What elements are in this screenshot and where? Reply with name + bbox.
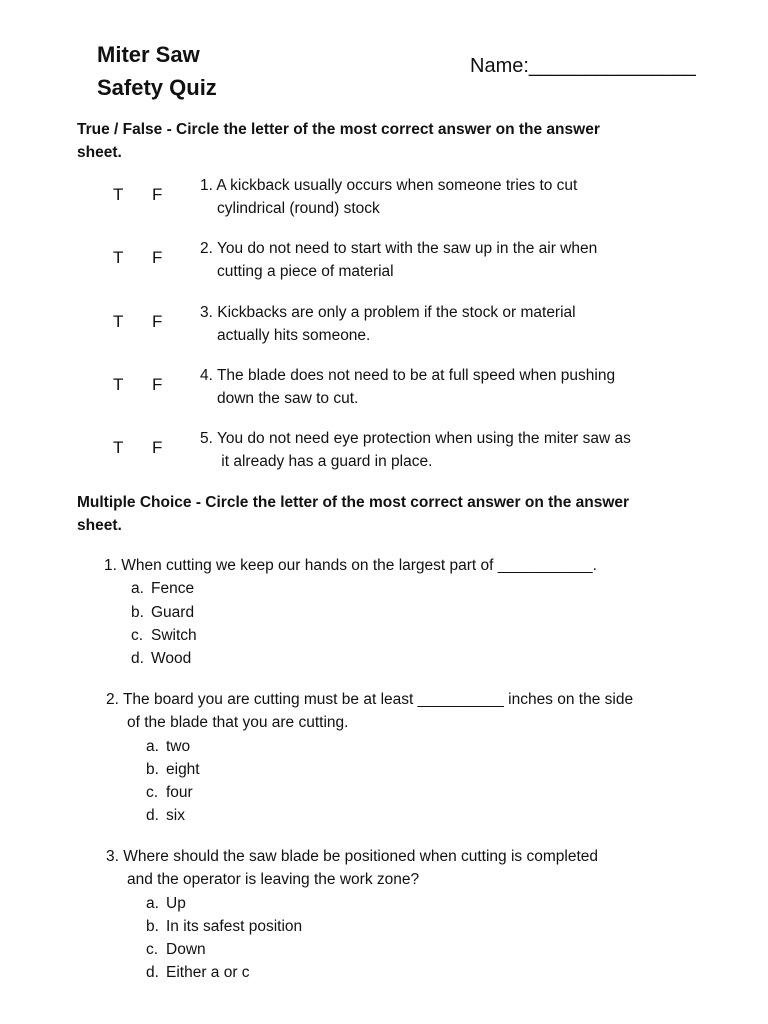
quiz-title xyxy=(97,38,217,104)
option-letter: d. xyxy=(146,807,159,825)
option-letter: d. xyxy=(146,964,159,982)
mc-option[interactable] xyxy=(146,758,768,781)
true-false-heading-line2: sheet. xyxy=(77,144,122,161)
mc-option[interactable] xyxy=(146,961,768,984)
name-field[interactable]: Name:_______________ xyxy=(470,55,696,77)
option-text: four xyxy=(166,784,193,802)
tf-question-row xyxy=(0,174,768,222)
mc-question-line1: 1. When cutting we keep our hands on the largest part of ___________. xyxy=(104,557,597,574)
true-option[interactable]: T xyxy=(113,312,124,331)
tf-question-line2: it already has a guard in place. xyxy=(217,453,433,470)
mc-question-line1: 3. Where should the saw blade be positioned when cutting is completed xyxy=(106,848,598,865)
tf-question-line2: actually hits someone. xyxy=(217,327,371,344)
tf-question-line1: 5. You do not need eye protection when using the miter saw as xyxy=(200,430,631,447)
mc-option[interactable] xyxy=(146,915,768,938)
option-text: Down xyxy=(166,941,206,959)
mc-option[interactable] xyxy=(131,624,768,647)
mc-options-list xyxy=(131,577,768,670)
mc-question xyxy=(104,554,704,577)
tf-question-row xyxy=(0,427,768,475)
mc-question-block xyxy=(0,845,768,985)
quiz-title-line2: Safety Quiz xyxy=(97,75,217,100)
option-text: Fence xyxy=(151,580,195,598)
option-letter: b. xyxy=(131,603,144,621)
option-letter: a. xyxy=(146,894,159,912)
multiple-choice-heading xyxy=(77,491,677,537)
tf-question-line1: 4. The blade does not need to be at full speed when pushing xyxy=(200,367,616,384)
mc-option[interactable] xyxy=(131,647,768,670)
false-option[interactable]: F xyxy=(152,248,163,267)
true-option[interactable]: T xyxy=(113,438,124,457)
tf-question-line1: 1. A kickback usually occurs when someone tries to cut xyxy=(200,177,578,194)
option-text: six xyxy=(166,807,185,825)
option-text: eight xyxy=(166,760,200,778)
tf-question-text xyxy=(200,364,700,410)
mc-question-block xyxy=(0,554,768,670)
mc-option[interactable] xyxy=(146,892,768,915)
tf-question-row xyxy=(0,364,768,412)
false-option[interactable]: F xyxy=(152,312,163,331)
mc-question-block xyxy=(0,688,768,828)
tf-question-line2: down the saw to cut. xyxy=(217,390,359,407)
mc-options-list xyxy=(146,735,768,828)
option-text: In its safest position xyxy=(166,917,303,935)
quiz-title-line1: Miter Saw xyxy=(97,42,200,67)
tf-question-line1: 2. You do not need to start with the saw up in the air when xyxy=(200,240,598,257)
option-text: Wood xyxy=(151,650,192,668)
mc-option[interactable] xyxy=(146,804,768,827)
mc-question-line2: and the operator is leaving the work zone? xyxy=(127,871,420,889)
tf-question-text xyxy=(200,427,700,473)
option-letter: c. xyxy=(131,626,144,644)
option-letter: d. xyxy=(131,650,144,668)
true-false-heading xyxy=(77,118,677,164)
option-letter: b. xyxy=(146,917,159,935)
false-option[interactable]: F xyxy=(152,375,163,394)
option-letter: a. xyxy=(131,580,144,598)
mc-option[interactable] xyxy=(131,601,768,624)
tf-question-line2: cylindrical (round) stock xyxy=(217,200,380,217)
tf-question-row xyxy=(0,237,768,285)
mc-question xyxy=(106,845,706,892)
false-option[interactable]: F xyxy=(152,185,163,204)
mc-option[interactable] xyxy=(146,938,768,961)
true-false-heading-line1: True / False - Circle the letter of the most correct answer on the answer xyxy=(77,121,600,138)
mc-option[interactable] xyxy=(146,781,768,804)
option-letter: c. xyxy=(146,784,159,802)
true-option[interactable]: T xyxy=(113,185,124,204)
mc-option[interactable] xyxy=(146,735,768,758)
option-text: Up xyxy=(166,894,186,912)
true-option[interactable]: T xyxy=(113,375,124,394)
tf-question-row xyxy=(0,301,768,349)
tf-question-text xyxy=(200,301,700,347)
option-letter: a. xyxy=(146,737,159,755)
tf-question-line1: 3. Kickbacks are only a problem if the stock or material xyxy=(200,304,576,321)
tf-question-line2: cutting a piece of material xyxy=(217,263,394,280)
mc-question-line1: 2. The board you are cutting must be at least __________ inches on the side xyxy=(106,691,634,708)
mc-option[interactable] xyxy=(131,577,768,600)
option-text: Switch xyxy=(151,626,197,644)
false-option[interactable]: F xyxy=(152,438,163,457)
mc-question-line2: of the blade that you are cutting. xyxy=(127,714,349,732)
multiple-choice-heading-line2: sheet. xyxy=(77,517,122,534)
multiple-choice-heading-line1: Multiple Choice - Circle the letter of the most correct answer on the answer xyxy=(77,494,630,511)
option-text: two xyxy=(166,737,191,755)
tf-question-text xyxy=(200,237,700,283)
option-letter: b. xyxy=(146,760,159,778)
option-text: Either a or c xyxy=(166,964,250,982)
option-letter: c. xyxy=(146,941,159,959)
tf-question-text xyxy=(200,174,700,220)
option-text: Guard xyxy=(151,603,195,621)
mc-options-list xyxy=(146,892,768,985)
mc-question xyxy=(106,688,706,735)
true-option[interactable]: T xyxy=(113,248,124,267)
